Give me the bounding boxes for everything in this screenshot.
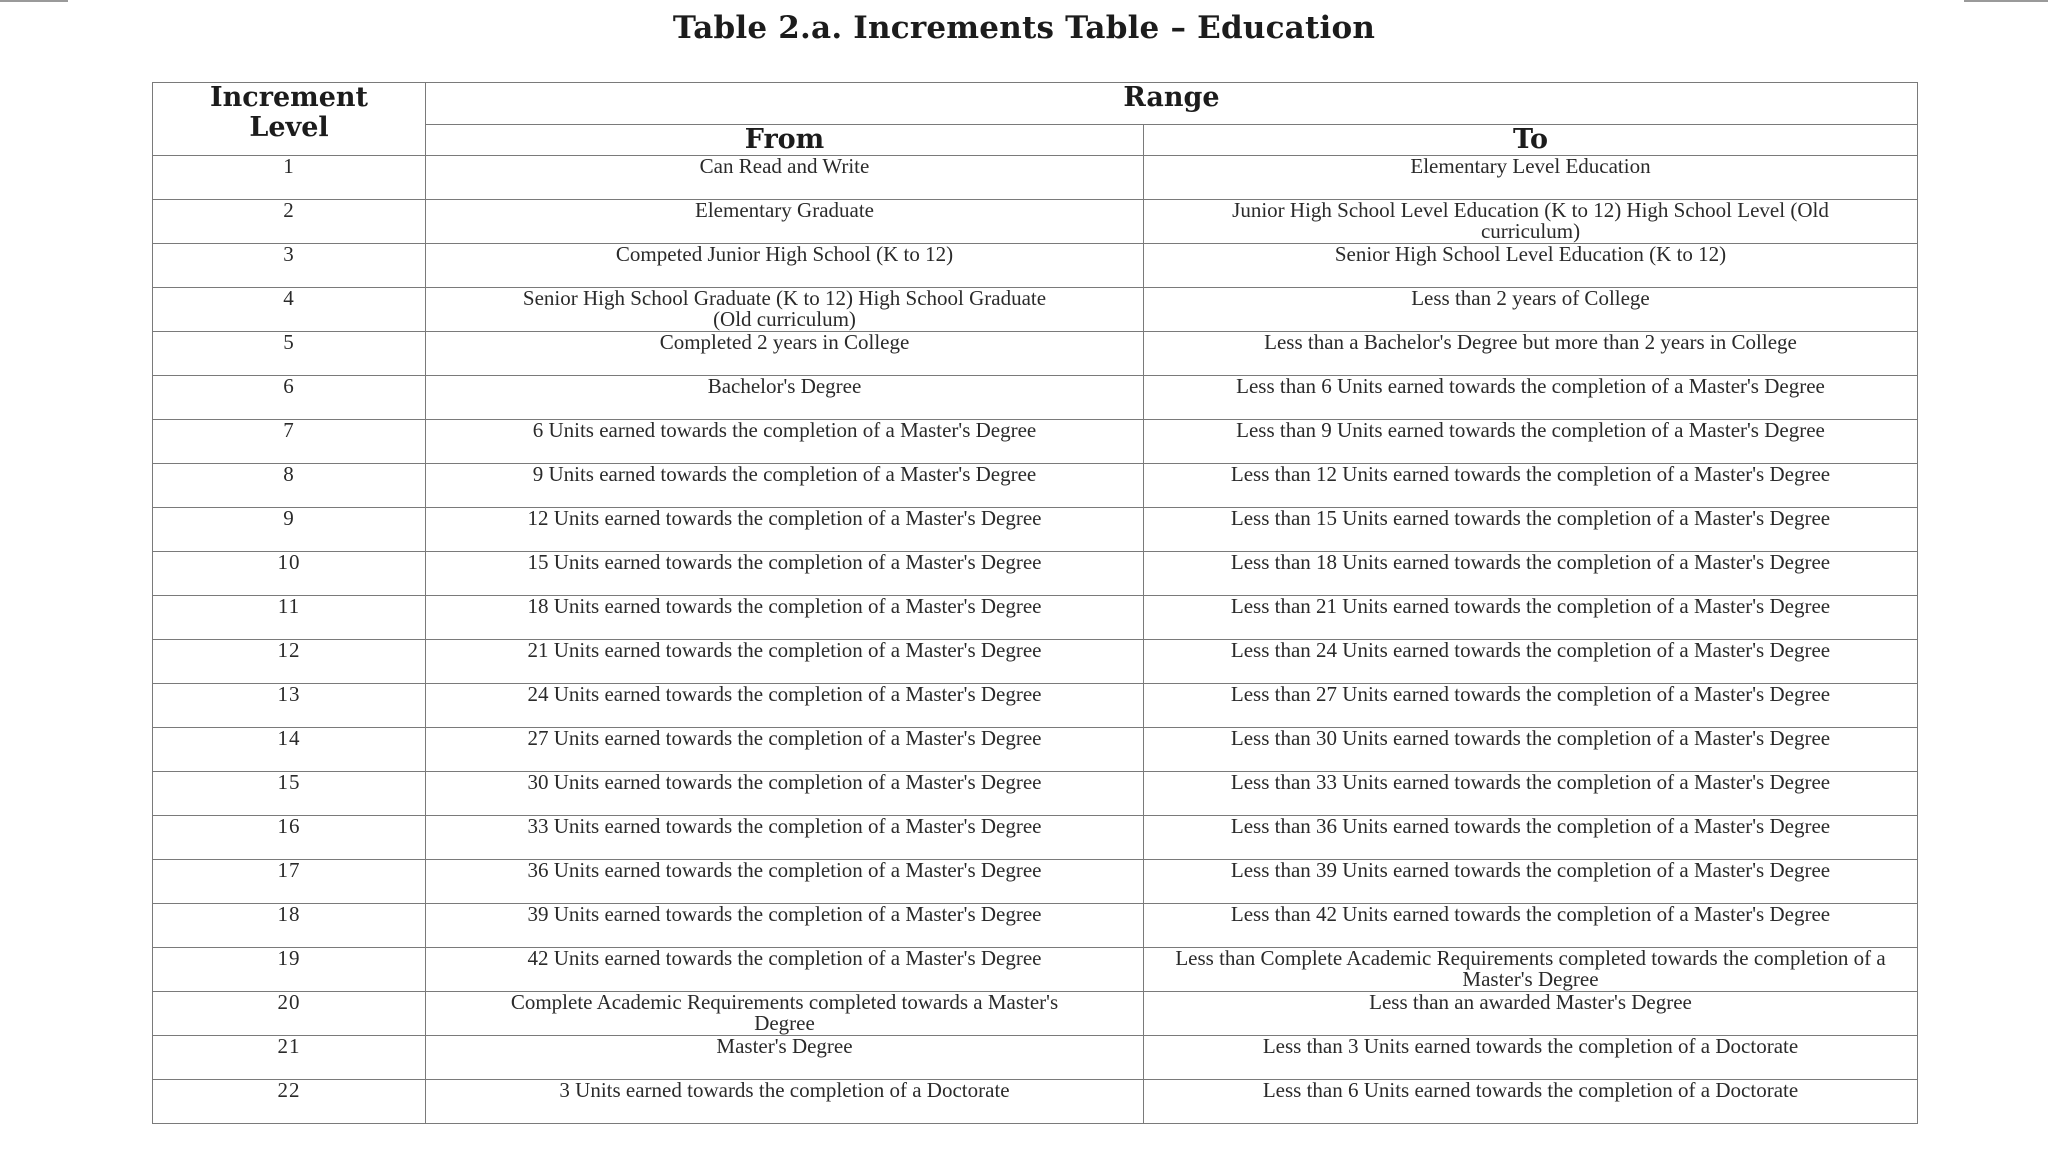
header-to: To bbox=[1144, 124, 1918, 155]
range-to-text: Less than 33 Units earned towards the completion of a Master's Degree bbox=[1230, 771, 1831, 794]
table-row bbox=[153, 464, 1918, 508]
range-from-cell bbox=[426, 1080, 1144, 1124]
table-row bbox=[153, 860, 1918, 904]
increment-level-cell: 20 bbox=[153, 992, 426, 1036]
table-row bbox=[153, 552, 1918, 596]
range-to-text: Less than 6 Units earned towards the completion of a Master's Degree bbox=[1236, 375, 1825, 398]
range-from-text: Elementary Graduate bbox=[695, 199, 874, 222]
increment-level-cell: 3 bbox=[153, 244, 426, 288]
table-row bbox=[153, 420, 1918, 464]
table-row bbox=[153, 596, 1918, 640]
range-from-text: Senior High School Graduate (K to 12) High School Graduate (Old curriculum) bbox=[522, 287, 1047, 331]
range-to-text: Less than a Bachelor's Degree but more than 2 years in College bbox=[1264, 331, 1797, 354]
increment-level-cell: 2 bbox=[153, 200, 426, 244]
table-row bbox=[153, 244, 1918, 288]
range-from-cell bbox=[426, 904, 1144, 948]
range-from-text: 30 Units earned towards the completion of a Master's Degree bbox=[527, 771, 1042, 794]
top-right-rule bbox=[1964, 0, 2048, 2]
range-from-cell bbox=[426, 332, 1144, 376]
range-from-cell bbox=[426, 464, 1144, 508]
table-body bbox=[153, 156, 1918, 1124]
range-from-text: 42 Units earned towards the completion of a Master's Degree bbox=[527, 947, 1042, 970]
table-row bbox=[153, 1080, 1918, 1124]
table-row bbox=[153, 948, 1918, 992]
range-from-cell bbox=[426, 948, 1144, 992]
range-to-cell bbox=[1144, 244, 1918, 288]
header-increment-level bbox=[153, 83, 426, 156]
range-from-cell bbox=[426, 200, 1144, 244]
table-row bbox=[153, 288, 1918, 332]
range-to-cell bbox=[1144, 596, 1918, 640]
range-to-cell bbox=[1144, 508, 1918, 552]
table-row bbox=[153, 684, 1918, 728]
range-to-text: Less than 21 Units earned towards the completion of a Master's Degree bbox=[1230, 595, 1831, 618]
range-from-text: Bachelor's Degree bbox=[707, 375, 862, 398]
increment-level-cell: 1 bbox=[153, 156, 426, 200]
range-to-text: Less than 36 Units earned towards the completion of a Master's Degree bbox=[1230, 815, 1831, 838]
range-to-text: Less than an awarded Master's Degree bbox=[1369, 991, 1692, 1014]
table-row bbox=[153, 640, 1918, 684]
increment-level-cell: 17 bbox=[153, 860, 426, 904]
increment-level-cell: 6 bbox=[153, 376, 426, 420]
range-from-text: Complete Academic Requirements completed towards a Master's Degree bbox=[510, 991, 1059, 1035]
increments-table bbox=[152, 82, 1918, 1124]
range-to-cell bbox=[1144, 156, 1918, 200]
range-to-text: Less than 12 Units earned towards the completion of a Master's Degree bbox=[1230, 463, 1831, 486]
range-to-text: Senior High School Level Education (K to 12) bbox=[1334, 243, 1727, 266]
range-from-cell bbox=[426, 244, 1144, 288]
range-from-cell bbox=[426, 728, 1144, 772]
table-row bbox=[153, 992, 1918, 1036]
range-from-text: 18 Units earned towards the completion of a Master's Degree bbox=[527, 595, 1042, 618]
range-from-text: 39 Units earned towards the completion of a Master's Degree bbox=[527, 903, 1042, 926]
increment-level-cell: 16 bbox=[153, 816, 426, 860]
table-row bbox=[153, 376, 1918, 420]
range-from-cell bbox=[426, 596, 1144, 640]
range-to-text: Less than 9 Units earned towards the completion of a Master's Degree bbox=[1236, 419, 1825, 442]
range-to-cell bbox=[1144, 288, 1918, 332]
range-to-text: Less than Complete Academic Requirements completed towards the completion of a Master's Degree bbox=[1175, 947, 1886, 991]
increment-level-cell: 10 bbox=[153, 552, 426, 596]
range-from-text: 24 Units earned towards the completion of a Master's Degree bbox=[527, 683, 1042, 706]
range-from-text: Competed Junior High School (K to 12) bbox=[615, 243, 954, 266]
increment-level-cell: 14 bbox=[153, 728, 426, 772]
table-row bbox=[153, 1036, 1918, 1080]
table-row bbox=[153, 728, 1918, 772]
range-to-cell bbox=[1144, 992, 1918, 1036]
increment-level-cell: 21 bbox=[153, 1036, 426, 1080]
increment-level-cell: 8 bbox=[153, 464, 426, 508]
range-from-text: 12 Units earned towards the completion of a Master's Degree bbox=[527, 507, 1042, 530]
range-from-cell bbox=[426, 376, 1144, 420]
range-to-cell bbox=[1144, 948, 1918, 992]
range-to-text: Less than 24 Units earned towards the completion of a Master's Degree bbox=[1230, 639, 1831, 662]
range-from-cell bbox=[426, 552, 1144, 596]
table-row bbox=[153, 816, 1918, 860]
increment-level-cell: 9 bbox=[153, 508, 426, 552]
range-to-cell bbox=[1144, 772, 1918, 816]
range-to-cell bbox=[1144, 376, 1918, 420]
range-from-text: Completed 2 years in College bbox=[659, 331, 910, 354]
increment-level-cell: 7 bbox=[153, 420, 426, 464]
table-row bbox=[153, 904, 1918, 948]
range-from-text: 15 Units earned towards the completion of a Master's Degree bbox=[527, 551, 1042, 574]
range-from-text: 21 Units earned towards the completion of a Master's Degree bbox=[527, 639, 1042, 662]
range-to-text: Elementary Level Education bbox=[1410, 155, 1651, 178]
range-to-cell bbox=[1144, 816, 1918, 860]
page-title: Table 2.a. Increments Table – Education bbox=[672, 10, 1376, 46]
range-from-text: 9 Units earned towards the completion of a Master's Degree bbox=[532, 463, 1037, 486]
increment-level-cell: 15 bbox=[153, 772, 426, 816]
range-from-cell bbox=[426, 816, 1144, 860]
range-to-cell bbox=[1144, 1080, 1918, 1124]
range-from-cell bbox=[426, 772, 1144, 816]
table-row bbox=[153, 200, 1918, 244]
range-from-text: 6 Units earned towards the completion of a Master's Degree bbox=[532, 419, 1037, 442]
range-to-cell bbox=[1144, 464, 1918, 508]
range-to-text: Less than 3 Units earned towards the completion of a Doctorate bbox=[1262, 1035, 1799, 1058]
range-to-cell bbox=[1144, 728, 1918, 772]
range-from-cell bbox=[426, 420, 1144, 464]
range-to-text: Less than 6 Units earned towards the completion of a Doctorate bbox=[1262, 1079, 1799, 1102]
range-from-text: Master's Degree bbox=[716, 1035, 853, 1058]
range-from-text: Can Read and Write bbox=[699, 155, 870, 178]
range-to-text: Less than 30 Units earned towards the completion of a Master's Degree bbox=[1230, 727, 1831, 750]
increment-level-cell: 22 bbox=[153, 1080, 426, 1124]
top-left-rule bbox=[0, 0, 68, 2]
header-range: Range bbox=[426, 83, 1918, 125]
range-from-text: 27 Units earned towards the completion of a Master's Degree bbox=[527, 727, 1042, 750]
table-row bbox=[153, 332, 1918, 376]
increment-level-cell: 18 bbox=[153, 904, 426, 948]
range-from-text: 36 Units earned towards the completion of a Master's Degree bbox=[527, 859, 1042, 882]
range-from-text: 33 Units earned towards the completion of a Master's Degree bbox=[527, 815, 1042, 838]
range-from-cell bbox=[426, 860, 1144, 904]
increment-level-cell: 12 bbox=[153, 640, 426, 684]
increment-level-cell: 4 bbox=[153, 288, 426, 332]
increment-level-cell: 11 bbox=[153, 596, 426, 640]
range-from-cell bbox=[426, 156, 1144, 200]
table-row bbox=[153, 156, 1918, 200]
range-to-text: Junior High School Level Education (K to 12) High School Level (Old curriculum) bbox=[1232, 199, 1829, 243]
range-to-cell bbox=[1144, 332, 1918, 376]
range-to-cell bbox=[1144, 1036, 1918, 1080]
range-from-cell bbox=[426, 508, 1144, 552]
range-from-cell bbox=[426, 640, 1144, 684]
table-row bbox=[153, 772, 1918, 816]
range-from-text: 3 Units earned towards the completion of a Doctorate bbox=[559, 1079, 1010, 1102]
increment-level-cell: 19 bbox=[153, 948, 426, 992]
range-to-text: Less than 15 Units earned towards the completion of a Master's Degree bbox=[1230, 507, 1831, 530]
range-to-cell bbox=[1144, 684, 1918, 728]
range-to-cell bbox=[1144, 420, 1918, 464]
table-row bbox=[153, 508, 1918, 552]
header-from: From bbox=[426, 124, 1144, 155]
range-to-cell bbox=[1144, 200, 1918, 244]
range-to-text: Less than 2 years of College bbox=[1411, 287, 1650, 310]
header-increment-level-label: Increment Level bbox=[210, 82, 368, 143]
range-to-text: Less than 18 Units earned towards the completion of a Master's Degree bbox=[1230, 551, 1831, 574]
range-from-cell bbox=[426, 288, 1144, 332]
range-to-cell bbox=[1144, 860, 1918, 904]
range-from-cell bbox=[426, 992, 1144, 1036]
range-to-cell bbox=[1144, 640, 1918, 684]
increment-level-cell: 13 bbox=[153, 684, 426, 728]
range-to-cell bbox=[1144, 904, 1918, 948]
increment-level-cell: 5 bbox=[153, 332, 426, 376]
range-to-text: Less than 42 Units earned towards the completion of a Master's Degree bbox=[1230, 903, 1831, 926]
range-to-cell bbox=[1144, 552, 1918, 596]
range-to-text: Less than 39 Units earned towards the completion of a Master's Degree bbox=[1230, 859, 1831, 882]
range-from-cell bbox=[426, 684, 1144, 728]
range-to-text: Less than 27 Units earned towards the completion of a Master's Degree bbox=[1230, 683, 1831, 706]
range-from-cell bbox=[426, 1036, 1144, 1080]
